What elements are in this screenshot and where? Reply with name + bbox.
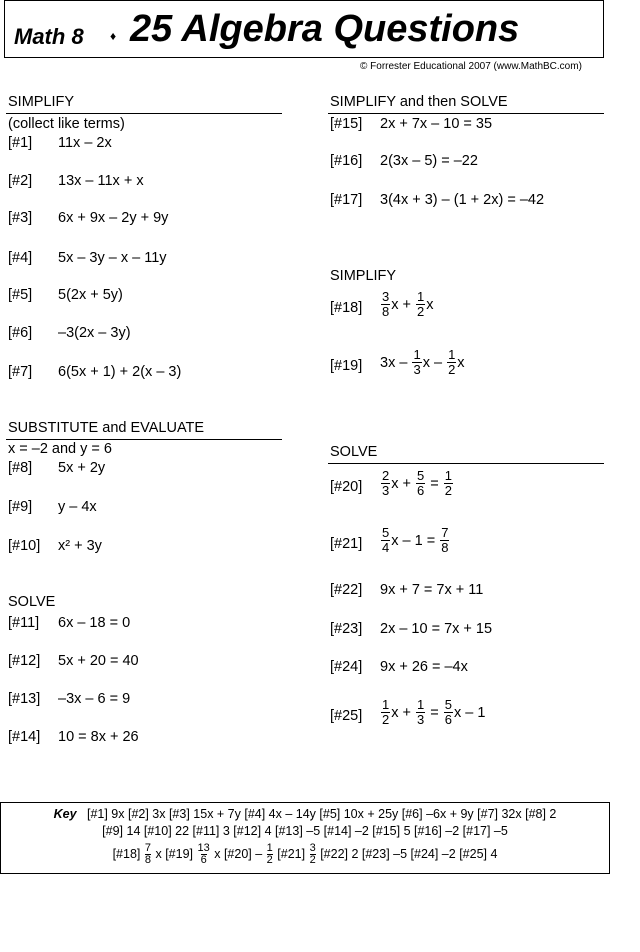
question-expression: 5(2x + 5y) <box>58 287 123 303</box>
bullet-icon: ♦ <box>110 29 117 43</box>
question-number: [#18] <box>330 300 363 316</box>
question-number: [#13] <box>8 691 41 707</box>
question-expression: 6x + 9x – 2y + 9y <box>58 210 169 226</box>
question-expression: x² + 3y <box>58 538 102 554</box>
question-expression: 3x – $\frac{1}{3}$ x – $\frac{1}{2}$ x <box>380 347 465 377</box>
question-expression: 3(4x + 3) – (1 + 2x) = –42 <box>380 192 545 208</box>
fraction: $\frac{1}{3}$ <box>413 347 421 377</box>
question-number: [#6] <box>8 325 33 341</box>
section-subtitle-substitute: x = –2 and y = 6 <box>8 441 112 457</box>
fraction: $\frac{2}{3}$ <box>382 468 390 498</box>
question-expression: 9x + 7 = 7x + 11 <box>380 582 484 598</box>
question-number: [#4] <box>8 250 33 266</box>
question-number: [#19] <box>330 358 363 374</box>
fraction: $\frac{7}{8}$ <box>441 525 449 555</box>
copyright-notice: © Forrester Educational 2007 (www.MathBC.com) <box>360 61 582 72</box>
question-number: [#22] <box>330 582 363 598</box>
section-divider <box>328 463 604 464</box>
section-subtitle-simplify: (collect like terms) <box>8 116 125 132</box>
fraction: $\frac{13}{6}$ <box>197 842 210 866</box>
fraction: $\frac{5}{6}$ <box>444 697 453 727</box>
question-expression: 6(5x + 1) + 2(x – 3) <box>58 364 182 380</box>
question-number: [#9] <box>8 499 33 515</box>
question-expression: $\frac{2}{3}$ x + $\frac{5}{6}$ = $\frac{1}{2}$ <box>382 468 453 498</box>
fraction: $\frac{7}{8}$ <box>144 842 151 866</box>
question-expression: $\frac{1}{2}$ x + $\frac{1}{3}$ = $\frac{5}{6}$ x – 1 <box>382 697 486 727</box>
key-line-1 <box>1 807 609 821</box>
key-line-3: [#18] $\frac{7}{8}$ x [#19] $\frac{13}{6}$ x [#20] – $\frac{1}{2}$ [#21] $\frac{3}{2}$ [#22] 2 [#23] –5 [#24] –2 [#25] 4 <box>112 842 498 866</box>
question-expression: –3x – 6 = 9 <box>58 691 131 707</box>
section-title-simplify-fractions: SIMPLIFY <box>330 268 397 284</box>
question-number: [#23] <box>330 621 363 637</box>
fraction: $\frac{1}{2}$ <box>382 697 390 727</box>
question-expression: $\frac{5}{4}$ x – 1 = $\frac{7}{8}$ <box>382 525 449 555</box>
question-number: [#7] <box>8 364 33 380</box>
key-label: Key <box>53 807 77 821</box>
section-title-substitute: SUBSTITUTE and EVALUATE <box>8 420 205 436</box>
section-divider <box>328 113 604 114</box>
question-number: [#20] <box>330 479 363 495</box>
key-answers-1: [#1] 9x [#2] 3x [#3] 15x + 7y [#4] 4x – 14y [#5] 10x + 25y [#6] –6x + 9y [#7] 32x [#8] 2 <box>86 807 557 821</box>
question-expression: 10 = 8x + 26 <box>58 729 139 745</box>
section-title-simplify-solve: SIMPLIFY and then SOLVE <box>330 94 508 110</box>
question-expression: 2(3x – 5) = –22 <box>380 153 478 169</box>
question-number: [#5] <box>8 287 33 303</box>
section-title-solve-2: SOLVE <box>330 444 378 460</box>
question-number: [#8] <box>8 460 33 476</box>
section-divider <box>6 439 282 440</box>
question-expression: 13x – 11x + x <box>58 173 144 189</box>
fraction: $\frac{5}{6}$ <box>417 468 425 498</box>
question-expression: 9x + 26 = –4x <box>380 659 468 675</box>
page-title: 25 Algebra Questions <box>130 8 520 50</box>
question-number: [#25] <box>330 708 363 724</box>
fraction: $\frac{5}{4}$ <box>382 525 390 555</box>
section-title-simplify: SIMPLIFY <box>8 94 75 110</box>
header-subject: Math 8 <box>14 24 84 49</box>
fraction: $\frac{1}{3}$ <box>417 697 425 727</box>
fraction: $\frac{1}{2}$ <box>444 468 453 498</box>
fraction: $\frac{3}{2}$ <box>309 842 316 866</box>
fraction: $\frac{1}{2}$ <box>448 347 456 377</box>
fraction: $\frac{1}{2}$ <box>266 842 273 866</box>
question-number: [#2] <box>8 173 33 189</box>
fraction: $\frac{1}{2}$ <box>417 289 425 319</box>
question-number: [#16] <box>330 153 363 169</box>
question-expression: 11x – 2x <box>58 135 112 151</box>
question-expression: 6x – 18 = 0 <box>58 615 131 631</box>
question-expression: 5x + 20 = 40 <box>58 653 139 669</box>
question-expression: 5x + 2y <box>58 460 106 476</box>
question-number: [#17] <box>330 192 363 208</box>
question-expression: 2x + 7x – 10 = 35 <box>380 116 493 132</box>
question-number: [#15] <box>330 116 363 132</box>
question-expression: 5x – 3y – x – 11y <box>58 250 167 266</box>
answer-key <box>0 802 610 874</box>
question-number: [#3] <box>8 210 33 226</box>
section-divider <box>6 113 282 114</box>
key-line-2 <box>1 824 609 838</box>
question-number: [#11] <box>8 615 40 631</box>
question-expression: –3(2x – 3y) <box>58 325 131 341</box>
question-number: [#21] <box>330 536 363 552</box>
question-number: [#12] <box>8 653 41 669</box>
question-number: [#1] <box>8 135 33 151</box>
question-expression: 2x – 10 = 7x + 15 <box>380 621 493 637</box>
question-number: [#24] <box>330 659 363 675</box>
question-number: [#14] <box>8 729 41 745</box>
question-number: [#10] <box>8 538 41 554</box>
question-expression: y – 4x <box>58 499 97 515</box>
question-expression: $\frac{3}{8}$ x + $\frac{1}{2}$ x <box>382 289 434 319</box>
key-answers-2: [#9] 14 [#10] 22 [#11] 3 [#12] 4 [#13] –5 [#14] –2 [#15] 5 [#16] –2 [#17] –5 <box>102 824 508 838</box>
section-title-solve: SOLVE <box>8 594 56 610</box>
fraction: $\frac{3}{8}$ <box>382 289 390 319</box>
